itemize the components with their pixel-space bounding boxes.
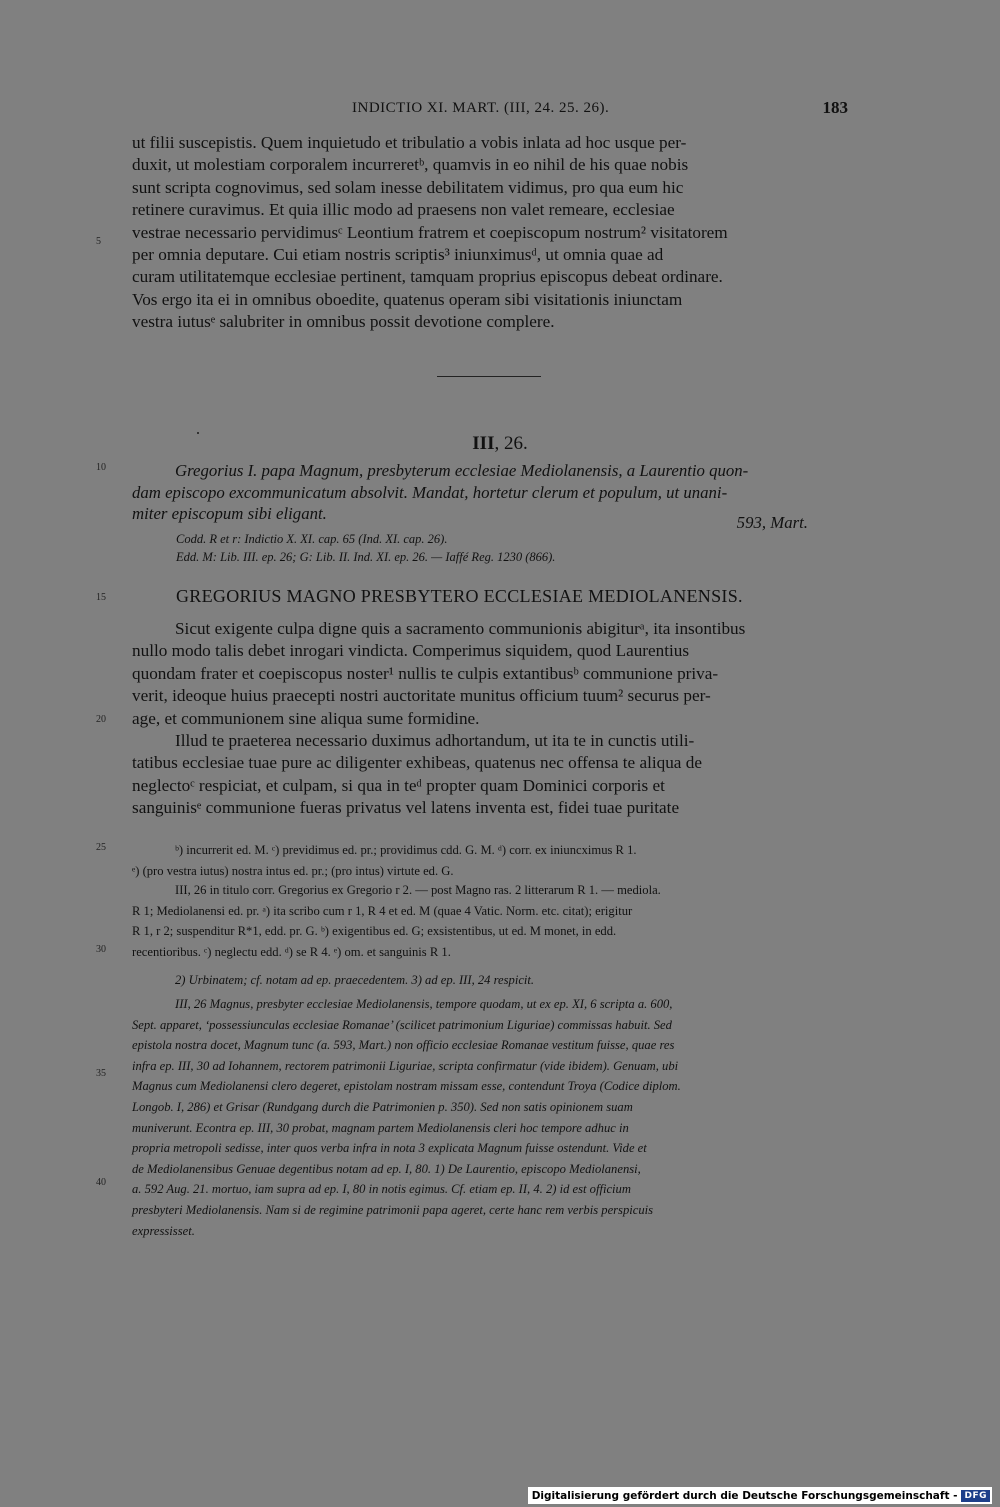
text-line: Sicut exigente culpa digne quis a sacramento communionis abigiturᵃ, ita insontibus: [175, 619, 746, 638]
running-title: INDICTIO XI. MART. (III, 24. 25. 26).: [352, 100, 610, 116]
summary-line: Gregorius I. papa Magnum, presbyterum ecclesiae Mediolanensis, a Laurentio quon-: [175, 461, 749, 480]
commentary-notes-letter: [132, 994, 848, 1241]
commentary-line: muniverunt. Econtra ep. III, 30 probat, magnam partem Mediolanensis cleri hoc tempore adhuc in: [132, 1120, 629, 1135]
summary-date: 593, Mart.: [736, 513, 808, 532]
text-line: curam utilitatemque ecclesiae pertinent, tamquam proprius episcopus debeat ordinare.: [132, 267, 723, 287]
commentary-line: expressisset.: [132, 1223, 195, 1238]
variant-notes-letter: [132, 880, 848, 962]
codices-line: Codd. R et r: Indictio X. XI. cap. 65 (Ind. XI. cap. 26).: [176, 532, 448, 546]
line-number: 5: [96, 236, 101, 247]
summary-line: miter episcopum sibi eligant.: [132, 504, 327, 524]
summary-line: dam episcopo excommunicatum absolvit. Mandat, hortetur clerum et populum, ut unani-: [132, 482, 728, 502]
commentary-line: infra ep. III, 30 ad Iohannem, rectorem patrimonii Liguriae, scripta confirmatur (vide ibidem). Genuam, ubi: [132, 1058, 679, 1073]
commentary-line: III, 26 Magnus, presbyter ecclesiae Mediolanensis, tempore quodam, ut ex ep. XI, 6 scripta a. 600,: [175, 997, 673, 1011]
commentary-line: presbyteri Mediolanensis. Nam si de regimine patrimonii papa ageret, certe hanc rem verbis perspicuis: [132, 1202, 654, 1217]
variant-line: R 1; Mediolanensi ed. pr. ᵃ) ita scribo cum r 1, R 4 et ed. M (quae 4 Vatic. Norm. etc. citat); erigitur: [132, 903, 633, 918]
letter-paragraph-2: [132, 730, 848, 820]
editions-line: Edd. M: Lib. III. ep. 26; G: Lib. II. Ind. XI. ep. 26. — Iaffé Reg. 1230 (866).: [176, 549, 556, 564]
variant-notes-top: [132, 840, 848, 881]
text-line: tatibus ecclesiae tuae pure ac diligenter exhibeas, quatenus nec offensa te aliqua de: [132, 753, 702, 773]
commentary-line: Longob. I, 286) et Grisar (Rundgang durch die Patrimonien p. 350). Sed non satis opinionem suam: [132, 1099, 633, 1114]
variant-line: III, 26 in titulo corr. Gregorius ex Gregorio r 2. — post Magno ras. 2 litterarum R 1. — mediola.: [175, 883, 661, 897]
letter-addressee: GREGORIUS MAGNO PRESBYTERO ECCLESIAE MEDIOLANENSIS.: [176, 586, 743, 606]
commentary-line: Sept. apparet, ‘possessiunculas ecclesiae Romanae’ (scilicet patrimonium Liguriae) commissas habuit. Sed: [132, 1017, 672, 1032]
commentary-line: Magnus cum Mediolanensi clero degeret, epistolam nostram missam esse, contendunt Troya (Codice diplom.: [132, 1079, 681, 1094]
line-number: 20: [96, 714, 106, 725]
text-line: per omnia deputare. Cui etiam nostris scriptis³ iniunximusᵈ, ut omnia quae ad: [132, 245, 664, 265]
line-number: 40: [96, 1177, 106, 1188]
commentary-notes-top: [132, 970, 848, 991]
line-number: 25: [96, 842, 106, 853]
text-line: verit, ideoque huius praecepti nostri auctoritate munitus officium tuum² securus per-: [132, 686, 711, 706]
letter-paragraph-1: [132, 618, 848, 730]
text-line: ut filii suscepistis. Quem inquietudo et tribulatio a vobis inlata ad hoc usque per-: [132, 133, 687, 152]
text-line: vestrae necessario pervidimusᶜ Leontium fratrem et coepiscopum nostrum² visitatorem: [132, 222, 728, 242]
variant-line: ᵉ) (pro vestra iutus) nostra intus ed. pr.; (pro intus) virtute ed. G.: [132, 863, 454, 878]
text-line: vestra iutusᵉ salubriter in omnibus possit devotione complere.: [132, 312, 555, 332]
text-line: duxit, ut molestiam corporalem incurreretᵇ, quamvis in eo nihil de his quae nobis: [132, 155, 689, 175]
top-paragraph: [132, 132, 848, 334]
line-number: 35: [96, 1068, 106, 1079]
running-header: [132, 98, 848, 120]
text-line: Illud te praeterea necessario duximus adhortandum, ut ita te in cunctis utili-: [175, 731, 695, 750]
text-line: nullo modo talis debet inrogari vindicta. Comperimus siquidem, quod Laurentius: [132, 641, 690, 661]
text-line: age, et communionem sine aliqua sume formidine.: [132, 708, 480, 728]
line-number: 15: [96, 592, 106, 603]
commentary-line: de Mediolanensibus Genuae degentibus notam ad ep. I, 80. 1) De Laurentio, episcopo Mediolanensi,: [132, 1161, 641, 1176]
codices-editions: [176, 531, 848, 566]
text-line: neglectoᶜ respiciat, et culpam, si qua in teᵈ propter quam Dominici corporis et: [132, 775, 665, 795]
credit-text: Digitalisierung gefördert durch die Deutsche Forschungsgemeinschaft -: [531, 1490, 958, 1502]
variant-line: R 1, r 2; suspenditur R*1, edd. pr. G. ᵇ) exigentibus ed. G; exsistentibus, ut ed. M monet, in edd.: [132, 924, 617, 939]
funding-credit: [528, 1487, 992, 1504]
variant-line: ᵇ) incurrerit ed. M. ᶜ) previdimus ed. pr.; providimus cdd. G. M. ᵈ) corr. ex iniuncximus R 1.: [175, 843, 637, 857]
variant-line: recentioribus. ᶜ) neglectu edd. ᵈ) se R 4. ᵉ) om. et sanguinis R 1.: [132, 944, 451, 959]
commentary-line: 2) Urbinatem; cf. notam ad ep. praecedentem. 3) ad ep. III, 24 respicit.: [175, 973, 535, 987]
letter-number-roman: III: [472, 433, 495, 454]
letter-number: [0, 433, 1000, 455]
text-line: Vos ergo ita ei in omnibus oboedite, quatenus operam sibi visitationis iniunctam: [132, 289, 683, 309]
letter-number-rest: , 26.: [494, 433, 528, 454]
line-number: 10: [96, 462, 106, 473]
page-number: 183: [822, 98, 848, 117]
commentary-line: epistola nostra docet, Magnum tunc (a. 593, Mart.) non officio ecclesiae Romanae vestitum fuisse, quae res: [132, 1038, 675, 1053]
line-number: 30: [96, 944, 106, 955]
text-line: quondam frater et coepiscopus noster¹ nullis te culpis extantibusᵇ communione priva-: [132, 663, 719, 683]
section-divider: [437, 376, 541, 377]
commentary-line: a. 592 Aug. 21. mortuo, iam supra ad ep. I, 80 in notis egimus. Cf. etiam ep. II, 4. 2) id est officium: [132, 1182, 631, 1197]
dfg-logo: DFG: [961, 1490, 990, 1502]
text-line: retinere curavimus. Et quia illic modo ad praesens non valet remeare, ecclesiae: [132, 200, 675, 220]
text-line: sanguinisᵉ communione fueras privatus vel latens inventa est, fidei tuae puritate: [132, 798, 680, 818]
commentary-line: propria metropoli sedisse, inter quos verba infra in nota 3 explicata Magnum fuisse ostendunt. Vide et: [132, 1141, 647, 1156]
text-line: sunt scripta cognovimus, sed solam inesse debilitatem vidimus, pro qua eum hic: [132, 177, 684, 197]
